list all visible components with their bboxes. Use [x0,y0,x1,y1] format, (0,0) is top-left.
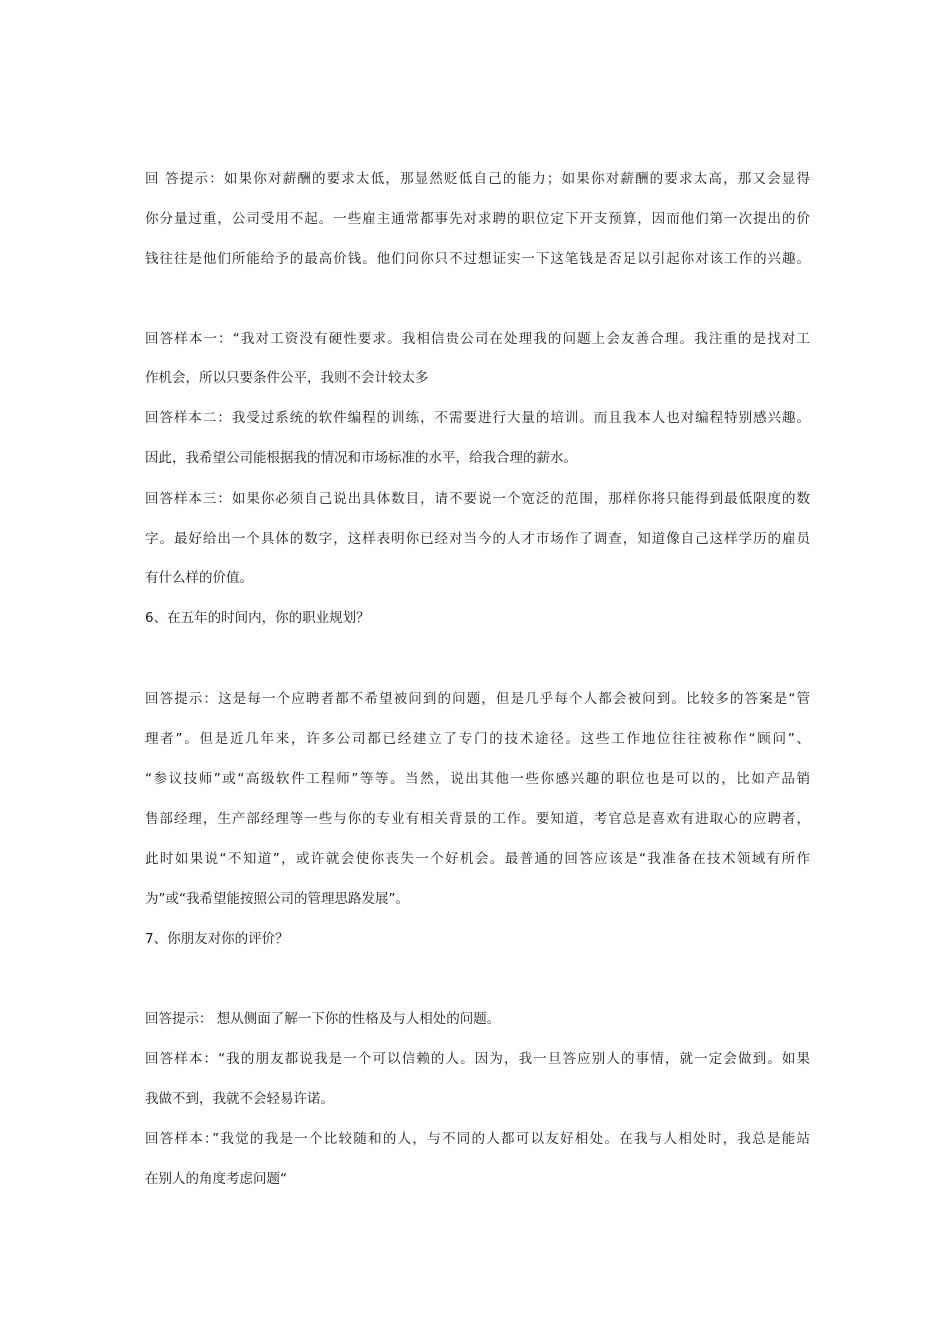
text-line: 理者”。但是近几年来，许多公司都已经建立了专门的技术途径。这些工作地位往往被称作“顾问”、 [145,731,810,747]
text-line: 回答样本：”我觉的我是一个比较随和的人，与不同的人都可以友好相处。在我与人相处时，我总是能站 [145,1131,810,1147]
text-line: 我做不到，我就不会轻易许诺。 [145,1091,334,1107]
text-line: 有什么样的价值。 [145,570,253,586]
section-heading: 7、你朋友对你的评价？ [145,931,289,947]
text-line: 为”或“我希望能按照公司的管理思路发展”。 [145,891,409,907]
text-line: 售部经理，生产部经理等一些与你的专业有相关背景的工作。要知道，考官总是喜欢有进取心的应聘者， [145,811,810,827]
text-line: “参议技师”或“高级软件工程师”等等。当然，说出其他一些你感兴趣的职位也是可以的，比如产品销 [145,771,810,787]
text-line: 回答样本一：“我对工资没有硬性要求。我相信贵公司在处理我的问题上会友善合理。我注重的是找对工 [145,331,810,347]
text-line: 回答样本二：我受过系统的软件编程的训练，不需要进行大量的培训。而且我本人也对编程特别感兴趣。 [145,410,810,426]
text-line: 作机会，所以只要条件公平，我则不会计较太多 [145,370,429,386]
text-line: 在别人的角度考虑问题“ [145,1171,287,1187]
text-line: 因此，我希望公司能根据我的情况和市场标准的水平，给我合理的薪水。 [145,450,577,466]
section-heading: 6、在五年的时间内，你的职业规划？ [145,610,370,626]
text-line: 回答提示：这是每一个应聘者都不希望被问到的问题，但是几乎每个人都会被问到。比较多的答案是“管 [145,691,810,707]
text-line: 你分量过重，公司受用不起。一些雇主通常都事先对求聘的职位定下开支预算，因而他们第一次提出的价 [145,211,810,227]
text-line: 回答样本：“我的朋友都说我是一个可以信赖的人。因为，我一旦答应别人的事情，就一定会做到。如果 [145,1051,810,1067]
text-line: 钱往往是他们所能给予的最高价钱。他们问你只不过想证实一下这笔钱是否足以引起你对该工作的兴趣。 [145,251,810,267]
text-line: 此时如果说“不知道”，或许就会使你丧失一个好机会。最普通的回答应该是“我准备在技术领域有所作 [145,851,810,867]
text-line: 回答提示： 想从侧面了解一下你的性格及与人相处的问题。 [145,1011,501,1027]
text-line: 字。最好给出一个具体的数字，这样表明你已经对当今的人才市场作了调查，知道像自己这样学历的雇员 [145,531,810,547]
text-line: 回答样本三：如果你必须自己说出具体数目，请不要说一个宽泛的范围，那样你将只能得到最低限度的数 [145,491,810,507]
text-line: 回 答提示：如果你对薪酬的要求太低，那显然贬低自己的能力；如果你对薪酬的要求太高，那又会显得 [145,171,810,187]
